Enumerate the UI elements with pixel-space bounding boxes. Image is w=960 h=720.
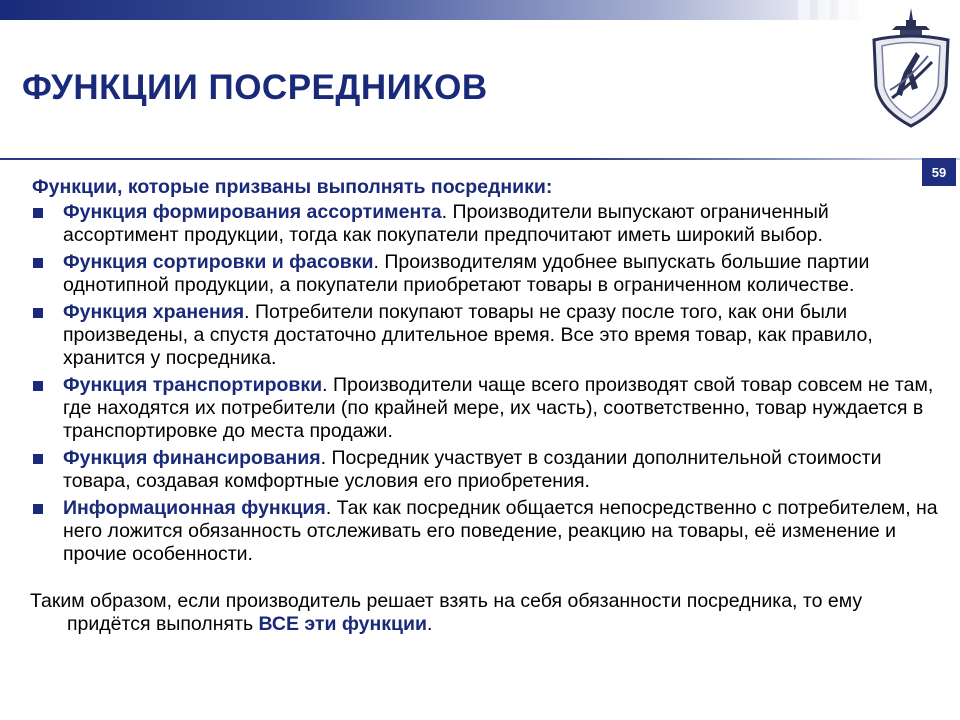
square-bullet-icon [33,258,43,268]
top-gradient-band [0,0,870,20]
list-item [28,201,938,247]
list-item [28,374,938,443]
item-title: Функция транспортировки [63,374,323,396]
square-bullet-icon [33,454,43,464]
list-item [28,251,938,297]
item-title: Функция хранения [63,301,245,323]
slide-title: ФУНКЦИИ ПОСРЕДНИКОВ [22,68,488,107]
list-item [28,301,938,370]
functions-list [28,201,938,566]
list-item [28,497,938,566]
conclusion-end: . [427,613,433,635]
band-square [838,0,850,20]
item-title: Информационная функция [63,497,326,519]
square-bullet-icon [33,308,43,318]
conclusion-highlight: ВСЕ эти функции [258,613,427,635]
square-bullet-icon [33,381,43,391]
square-bullet-icon [33,504,43,514]
band-squares [798,0,870,20]
item-text: . Потребители покупают товары не сразу после того, как они были произведены, а спустя достаточно длительное время. Все это время товар, как правило, хранится у посредника. [63,301,873,369]
slide-content [28,176,938,636]
band-square [798,0,810,20]
page-number-badge: 59 [922,158,956,186]
list-item [28,447,938,493]
item-text: . Производителям удобнее выпускать большие партии однотипной продукции, а покупатели приобретают товары в ограниченном количестве. [63,251,870,296]
conclusion-text: Таким образом, если производитель решает взять на себя обязанности посредника, то ему придётся выполнять [30,590,863,635]
item-title: Функция сортировки и фасовки [63,251,374,273]
item-text: . Производители чаще всего производят свой товар совсем не там, где находятся их потребители (по крайней мере, их часть), соответственно, товар нуждается в транспортировке до места продажи. [63,374,934,442]
item-text: . Производители выпускают ограниченный ассортимент продукции, тогда как покупатели предпочитают иметь широкий выбор. [63,201,829,246]
intro-text: Функции, которые призваны выполнять посредники: [32,176,553,198]
university-emblem-icon [862,6,960,130]
square-bullet-icon [33,208,43,218]
item-title: Функция формирования ассортимента [63,201,442,223]
conclusion-paragraph [30,590,938,636]
header-divider [0,158,960,160]
item-title: Функция финансирования [63,447,321,469]
band-square [818,0,830,20]
item-text: . Посредник участвует в создании дополнительной стоимости товара, создавая комфортные условия его приобретения. [63,447,882,492]
item-text: . Так как посредник общается непосредственно с потребителем, на него ложится обязанность отслеживать его поведение, реакцию на товары, её изменение и прочие особенности. [63,497,938,565]
